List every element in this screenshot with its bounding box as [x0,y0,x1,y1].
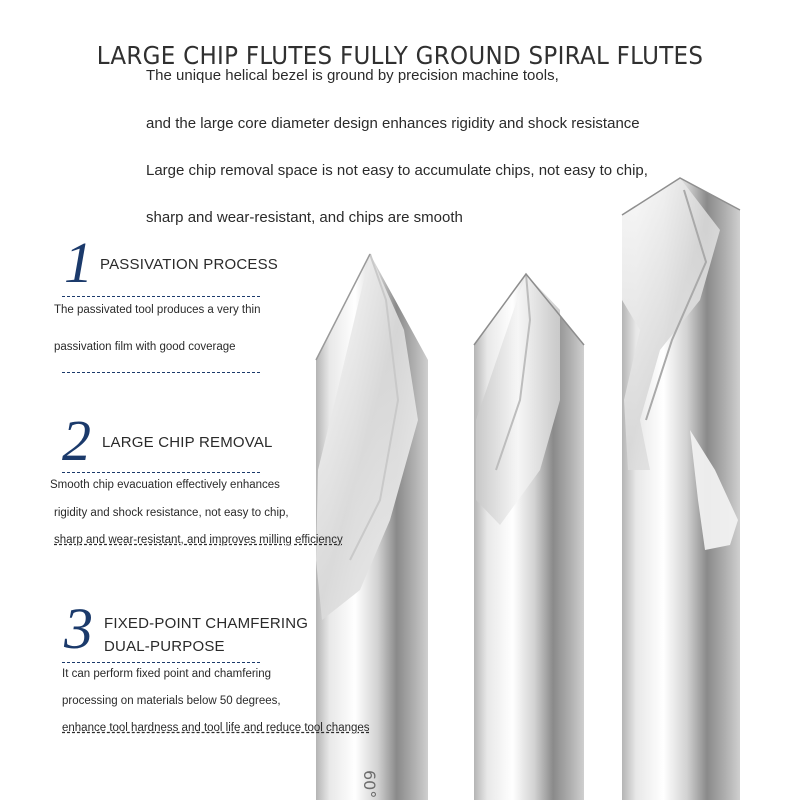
feature-number: 3 [64,596,93,661]
angle-marking: 60° [360,770,379,799]
feature-description: The passivated tool produces a very thin [54,304,261,316]
intro-line: The unique helical bezel is ground by precision machine tools, [146,67,559,84]
divider [62,372,260,373]
feature-description: passivation film with good coverage [54,341,236,353]
divider [62,472,260,473]
divider [62,296,260,297]
divider [62,662,260,663]
feature-title: DUAL-PURPOSE [104,638,225,655]
feature-title: FIXED-POINT CHAMFERING [104,615,309,632]
feature-title: PASSIVATION PROCESS [100,256,279,273]
feature-number: 2 [62,408,91,473]
intro-line: Large chip removal space is not easy to accumulate chips, not easy to chip, [146,162,648,179]
intro-line: sharp and wear-resistant, and chips are smooth [146,209,463,226]
chamfer-tool-middle [474,274,584,800]
feature-description: sharp and wear-resistant, and improves milling efficiency [54,534,343,546]
feature-description: enhance tool hardness and tool life and reduce tool changes [62,722,370,734]
page-title: LARGE CHIP FLUTES FULLY GROUND SPIRAL FLUTES [96,40,704,70]
feature-description: It can perform fixed point and chamfering [62,668,272,680]
chamfer-tool-left [316,254,428,800]
feature-title: LARGE CHIP REMOVAL [102,434,273,451]
feature-description: rigidity and shock resistance, not easy to chip, [54,507,289,519]
feature-description: Smooth chip evacuation effectively enhances [50,479,280,491]
spot-drill-tool-right [622,178,740,800]
feature-number: 1 [64,230,93,295]
intro-line: and the large core diameter design enhances rigidity and shock resistance [146,115,640,132]
feature-description: processing on materials below 50 degrees, [62,695,281,707]
